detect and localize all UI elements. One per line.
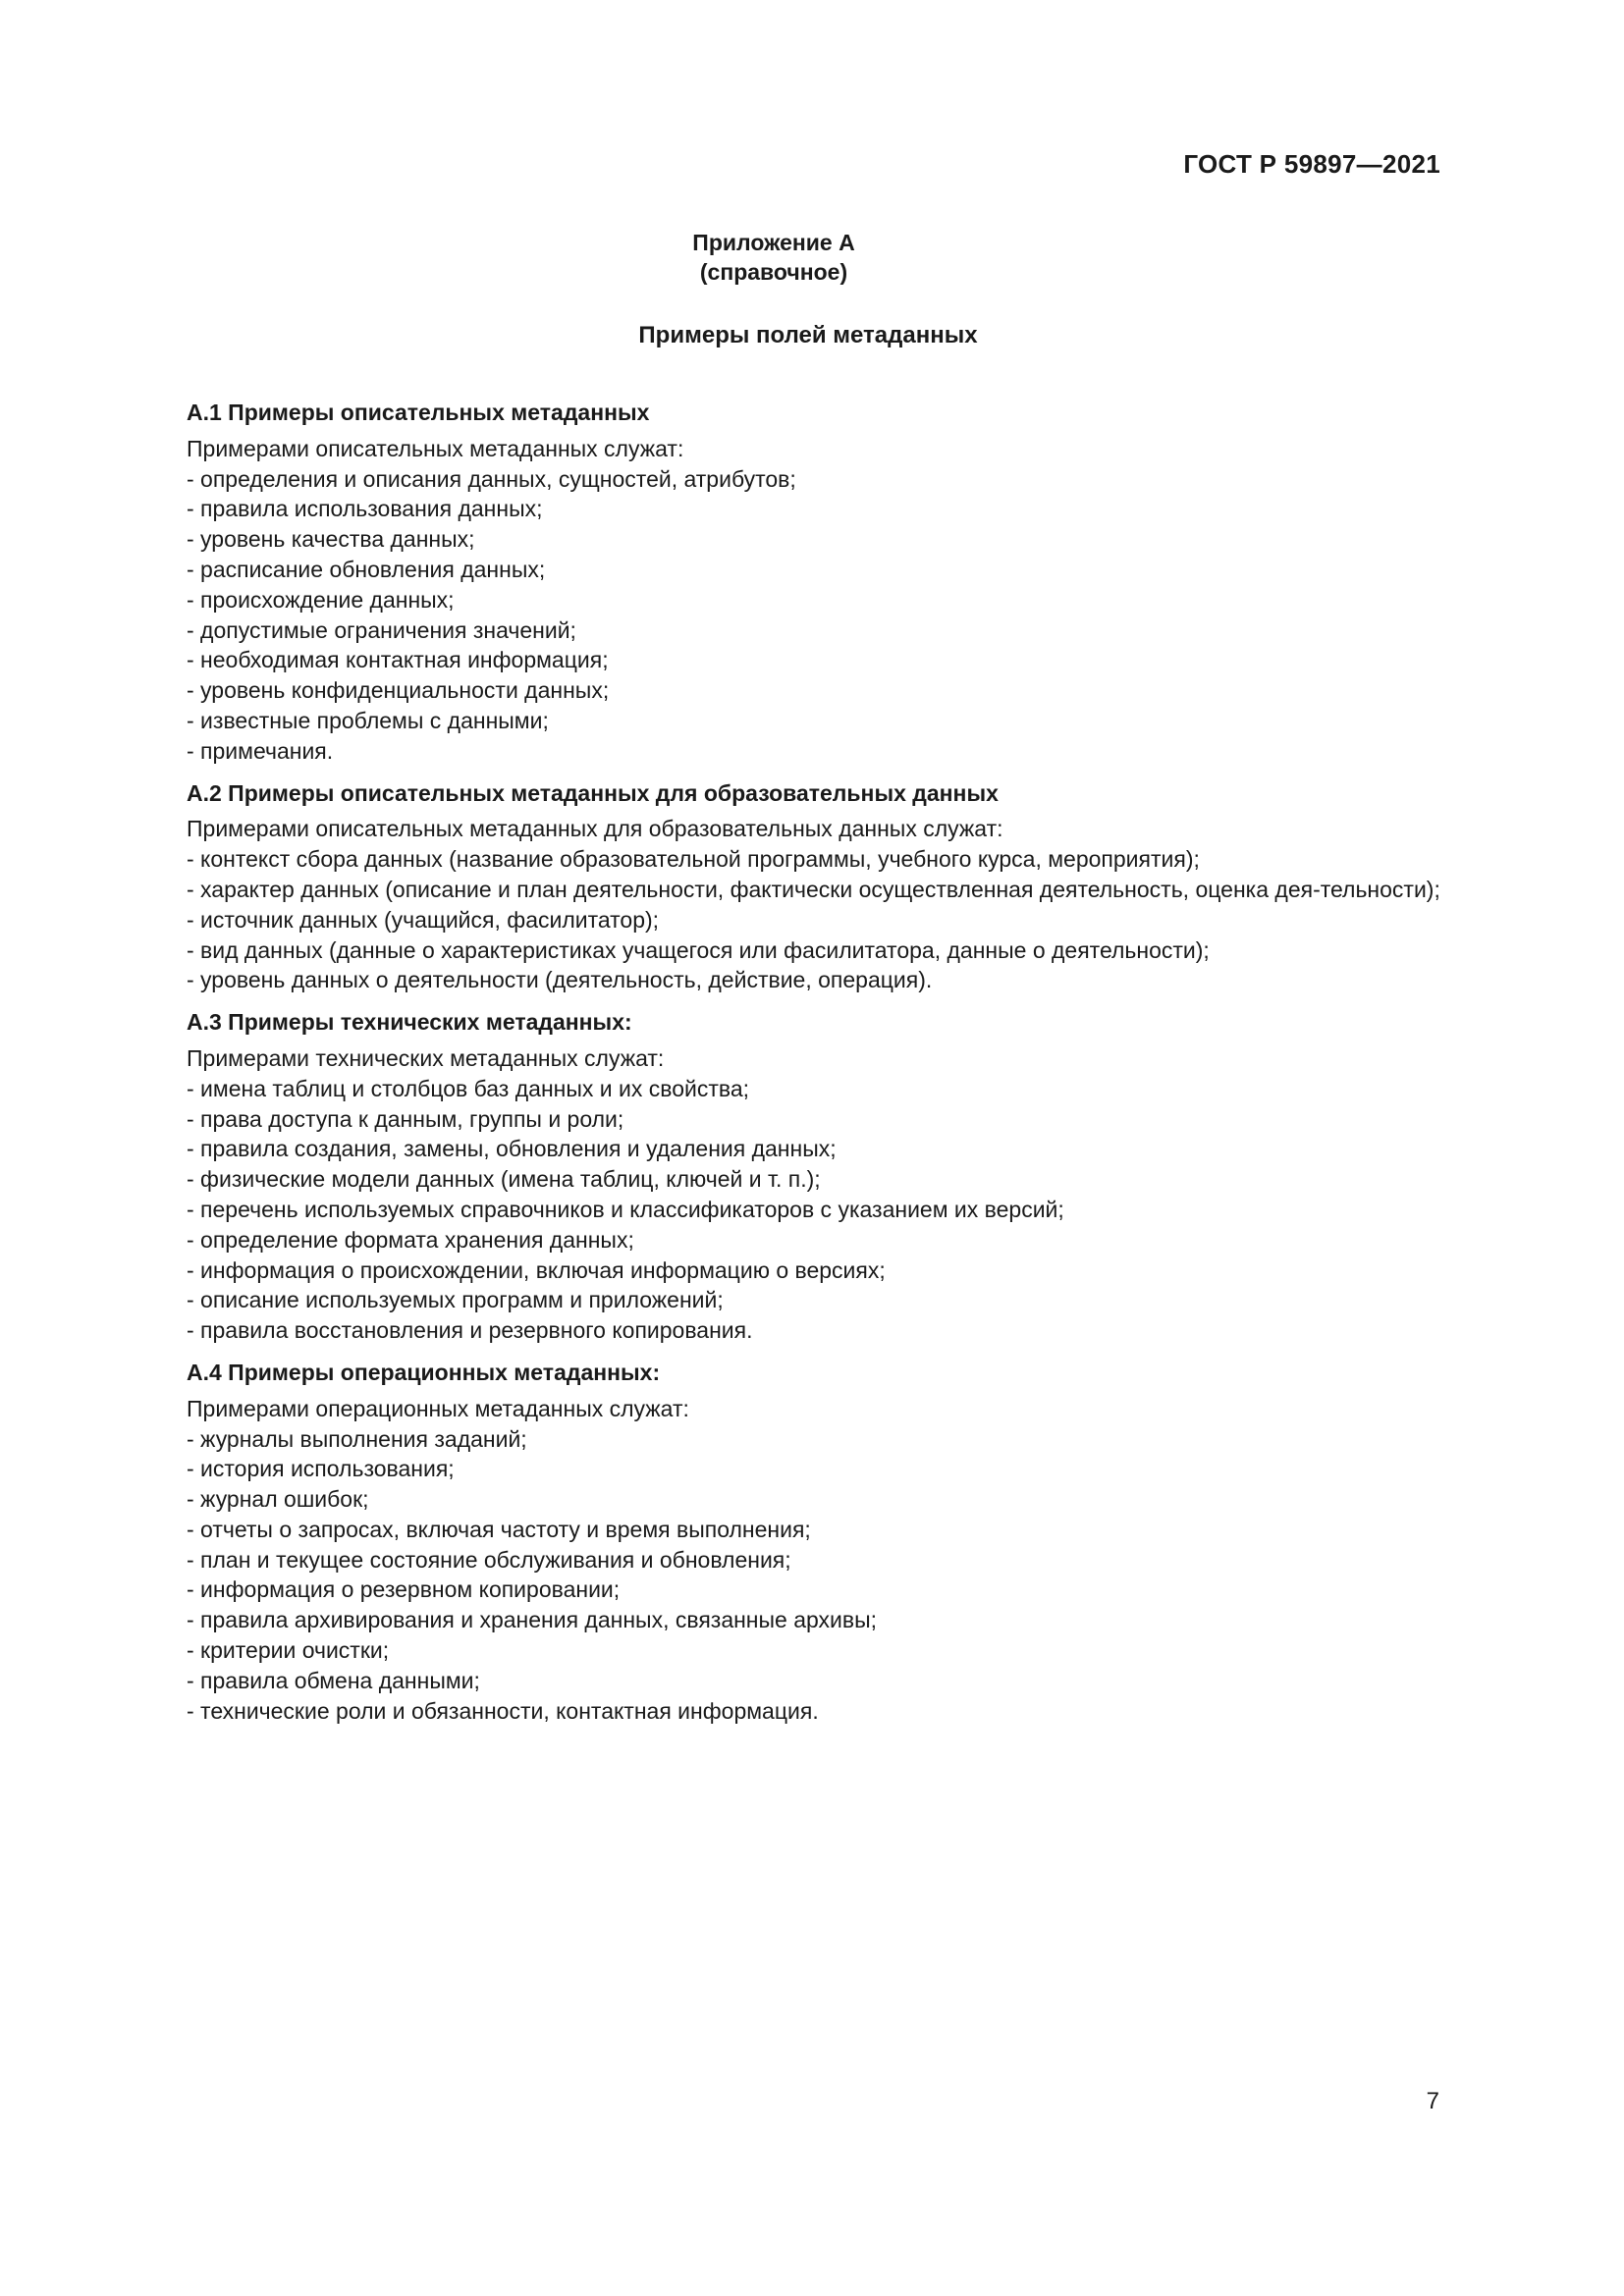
list-item: - информация о происхождении, включая информацию о версиях;	[187, 1256, 886, 1283]
list-item: - определения и описания данных, сущностей, атрибутов;	[187, 465, 796, 492]
annex-header	[0, 228, 1624, 287]
list-item: - характер данных (описание и план деятельности, фактически осуществленная деятельность, оценка дея-тельности);	[187, 876, 1440, 902]
page-title: Примеры полей метаданных	[638, 322, 978, 348]
list-item: - правила обмена данными;	[187, 1667, 480, 1693]
list-item: - происхождение данных;	[187, 586, 455, 613]
list-item: - необходимая контактная информация;	[187, 647, 609, 673]
list-item: - имена таблиц и столбцов баз данных и их свойства;	[187, 1075, 750, 1101]
list-item: - перечень используемых справочников и классификаторов с указанием их версий;	[187, 1196, 1064, 1222]
list-item: - правила архивирования и хранения данных, связанные архивы;	[187, 1607, 878, 1633]
section-intro: Примерами описательных метаданных для образовательных данных служат:	[187, 816, 1003, 842]
section-heading-a3: А.3 Примеры технических метаданных:	[187, 1009, 632, 1036]
list-item: - уровень качества данных;	[187, 526, 475, 553]
list-item: - план и текущее состояние обслуживания и обновления;	[187, 1546, 791, 1573]
list-item: - допустимые ограничения значений;	[187, 616, 576, 643]
list-item: - отчеты о запросах, включая частоту и время выполнения;	[187, 1516, 811, 1542]
list-item: - физические модели данных (имена таблиц, ключей и т. п.);	[187, 1166, 821, 1193]
section-heading-a2: А.2 Примеры описательных метаданных для образовательных данных	[187, 779, 999, 806]
annex-type: (справочное)	[699, 259, 848, 285]
list-item: - правила восстановления и резервного копирования.	[187, 1317, 753, 1344]
list-item: - уровень данных о деятельности (деятельность, действие, операция).	[187, 967, 933, 993]
list-item: - расписание обновления данных;	[187, 556, 546, 582]
list-item: - контекст сбора данных (название образовательной программы, учебного курса, мероприятия);	[187, 846, 1200, 873]
list-item: - известные проблемы с данными;	[187, 707, 549, 733]
standard-id: ГОСТ Р 59897—2021	[1183, 149, 1440, 179]
list-item: - правила использования данных;	[187, 496, 543, 522]
list-item: - определение формата хранения данных;	[187, 1226, 634, 1253]
list-item: - информация о резервном копировании;	[187, 1576, 621, 1603]
document-body	[115, 398, 1445, 1726]
list-item: - журнал ошибок;	[187, 1486, 369, 1513]
list-item: - технические роли и обязанности, контактная информация.	[187, 1697, 819, 1724]
list-item: - примечания.	[187, 737, 334, 764]
list-item: - уровень конфиденциальности данных;	[187, 677, 610, 704]
list-item: - история использования;	[187, 1456, 455, 1482]
list-item: - источник данных (учащийся, фасилитатор);	[187, 906, 660, 933]
section-intro: Примерами операционных метаданных служат:	[187, 1395, 689, 1421]
list-item: - описание используемых программ и приложений;	[187, 1287, 724, 1313]
list-item: - вид данных (данные о характеристиках учащегося или фасилитатора, данные о деятельности);	[187, 936, 1210, 963]
section-intro: Примерами технических метаданных служат:	[187, 1044, 665, 1071]
list-item: - правила создания, замены, обновления и удаления данных;	[187, 1136, 837, 1162]
list-item: - журналы выполнения заданий;	[187, 1425, 527, 1452]
list-item: - критерии очистки;	[187, 1637, 390, 1664]
section-intro: Примерами описательных метаданных служат:	[187, 435, 684, 461]
annex-label: Приложение А	[692, 230, 855, 255]
page-number: 7	[1426, 2088, 1439, 2114]
list-item: - права доступа к данным, группы и роли;	[187, 1105, 624, 1132]
section-heading-a1: А.1 Примеры описательных метаданных	[187, 400, 650, 425]
section-heading-a4: А.4 Примеры операционных метаданных:	[187, 1359, 661, 1385]
